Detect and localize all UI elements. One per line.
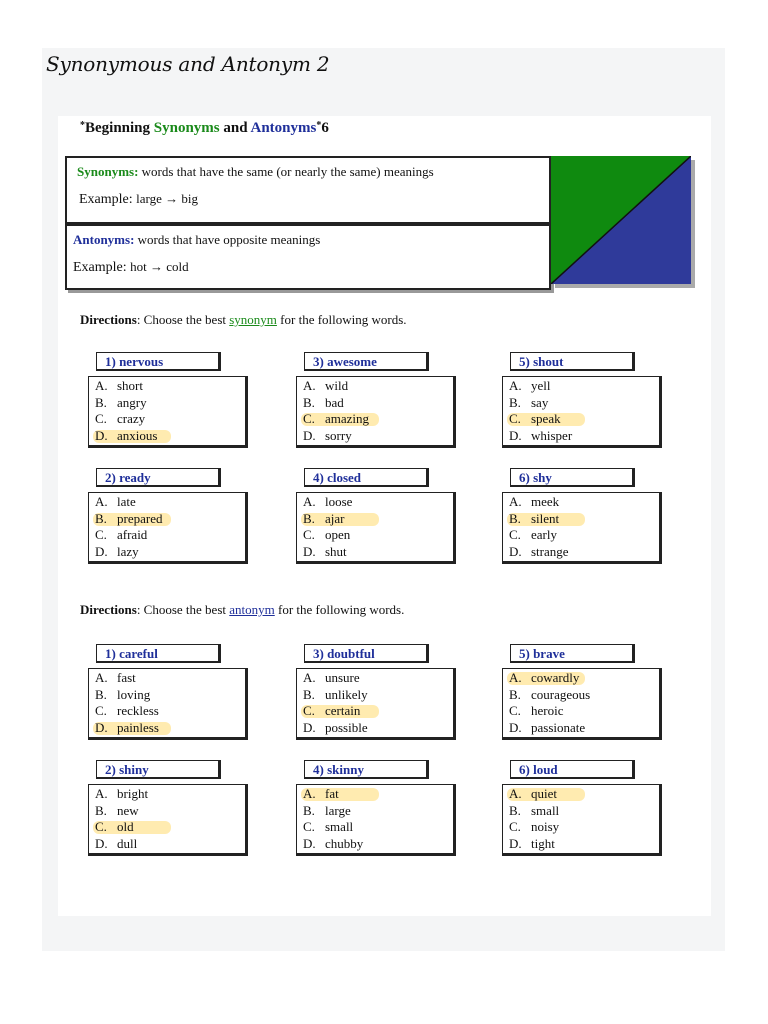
option-letter: D. xyxy=(303,835,316,851)
question-label: 3) awesome xyxy=(304,352,429,371)
answer-option[interactable] xyxy=(95,527,245,544)
answer-option[interactable] xyxy=(303,819,453,836)
synonym-example: large → big xyxy=(136,191,199,206)
option-letter: D. xyxy=(509,427,522,443)
heading-antonyms: Antonyms xyxy=(250,120,317,136)
answer-option[interactable] xyxy=(303,687,453,704)
answer-options xyxy=(88,784,248,856)
answer-option[interactable] xyxy=(303,411,453,428)
answer-option[interactable] xyxy=(95,494,245,511)
option-text: quiet xyxy=(531,786,557,801)
question-label: 5) shout xyxy=(510,352,635,371)
answer-option[interactable] xyxy=(509,411,659,428)
question-label: 3) doubtful xyxy=(304,644,429,663)
option-text: say xyxy=(531,394,549,410)
answer-option[interactable] xyxy=(95,687,245,704)
option-letter: B. xyxy=(509,802,521,818)
synonym-term: Synonyms: xyxy=(77,164,139,179)
option-text: meek xyxy=(531,494,560,509)
option-text: possible xyxy=(325,719,368,735)
answer-option[interactable] xyxy=(509,494,659,511)
option-letter: A. xyxy=(509,786,522,801)
option-letter: C. xyxy=(509,819,521,834)
heading-prefix: Beginning xyxy=(85,120,154,136)
answer-option[interactable] xyxy=(303,428,453,445)
option-letter: B. xyxy=(303,686,315,702)
option-letter: B. xyxy=(95,802,107,818)
answer-options xyxy=(502,492,662,564)
option-text: passionate xyxy=(531,719,586,735)
green-blue-triangle-graphic xyxy=(551,156,691,284)
option-letter: D. xyxy=(95,427,108,443)
option-letter: A. xyxy=(95,786,108,801)
question-label: 6) shy xyxy=(510,468,635,487)
option-text: chubby xyxy=(325,835,364,851)
option-text: cowardly xyxy=(531,670,580,685)
option-letter: B. xyxy=(303,510,315,526)
option-letter: D. xyxy=(303,427,316,443)
heading-star: * xyxy=(80,120,85,131)
option-text: certain xyxy=(325,703,361,718)
answer-option[interactable] xyxy=(303,395,453,412)
option-text: yell xyxy=(531,378,551,393)
antonym-directions: Directions: Choose the best antonym for the following words. xyxy=(80,602,405,617)
option-text: speak xyxy=(531,411,561,426)
option-letter: D. xyxy=(95,543,108,559)
answer-option[interactable] xyxy=(95,803,245,820)
answer-options xyxy=(296,376,456,448)
option-text: open xyxy=(325,527,351,542)
answer-option[interactable] xyxy=(509,803,659,820)
answer-option[interactable] xyxy=(303,786,453,803)
option-text: small xyxy=(531,802,560,818)
option-letter: D. xyxy=(95,835,108,851)
answer-option[interactable] xyxy=(509,703,659,720)
option-text: dull xyxy=(117,835,138,851)
antonym-word: antonym xyxy=(229,602,275,617)
answer-option[interactable] xyxy=(95,378,245,395)
option-text: painless xyxy=(117,719,159,735)
answer-option[interactable] xyxy=(509,395,659,412)
answer-option[interactable] xyxy=(303,494,453,511)
answer-options xyxy=(502,376,662,448)
answer-option[interactable] xyxy=(95,670,245,687)
option-text: strange xyxy=(531,543,569,559)
antonym-example-label: Example: xyxy=(73,260,127,275)
answer-option[interactable] xyxy=(303,803,453,820)
question-label: 4) closed xyxy=(304,468,429,487)
option-text: old xyxy=(117,819,134,834)
option-letter: B. xyxy=(303,802,315,818)
option-letter: A. xyxy=(303,494,316,509)
answer-options xyxy=(296,492,456,564)
answer-option[interactable] xyxy=(95,511,245,528)
synonym-word: synonym xyxy=(229,312,277,327)
answer-options xyxy=(502,668,662,740)
answer-option[interactable] xyxy=(509,836,659,853)
question-label: 4) skinny xyxy=(304,760,429,779)
option-letter: C. xyxy=(95,819,107,834)
antonym-example: hot → cold xyxy=(130,259,189,274)
option-text: unsure xyxy=(325,670,360,685)
answer-option[interactable] xyxy=(509,544,659,561)
question-label: 1) nervous xyxy=(96,352,221,371)
answer-option[interactable] xyxy=(95,428,245,445)
antonym-definition: words that have opposite meanings xyxy=(137,232,321,247)
option-letter: C. xyxy=(303,703,315,718)
option-text: loving xyxy=(117,686,151,702)
answer-options xyxy=(296,784,456,856)
answer-options xyxy=(88,492,248,564)
option-text: sorry xyxy=(325,427,352,443)
heading-and: and xyxy=(219,120,251,136)
question-label: 2) ready xyxy=(96,468,221,487)
option-letter: B. xyxy=(509,686,521,702)
answer-option[interactable] xyxy=(303,511,453,528)
question-label: 5) brave xyxy=(510,644,635,663)
answer-options xyxy=(88,376,248,448)
answer-option[interactable] xyxy=(95,720,245,737)
option-letter: A. xyxy=(303,786,316,801)
heading-number: 6 xyxy=(321,120,329,136)
option-text: crazy xyxy=(117,411,146,426)
option-text: early xyxy=(531,527,557,542)
option-letter: C. xyxy=(509,703,521,718)
option-letter: B. xyxy=(509,510,521,526)
answer-options xyxy=(502,784,662,856)
option-letter: B. xyxy=(95,510,107,526)
answer-option[interactable] xyxy=(95,544,245,561)
answer-option[interactable] xyxy=(95,819,245,836)
option-letter: D. xyxy=(95,719,108,735)
answer-option[interactable] xyxy=(509,527,659,544)
answer-options xyxy=(88,668,248,740)
question-label: 1) careful xyxy=(96,644,221,663)
heading-synonyms: Synonyms xyxy=(153,120,220,136)
option-letter: D. xyxy=(303,543,316,559)
answer-option[interactable] xyxy=(303,544,453,561)
option-text: tight xyxy=(531,835,555,851)
option-text: bright xyxy=(117,786,149,801)
answer-option[interactable] xyxy=(95,703,245,720)
answer-options xyxy=(296,668,456,740)
option-text: loose xyxy=(325,494,353,509)
option-text: courageous xyxy=(531,686,591,702)
answer-option[interactable] xyxy=(303,378,453,395)
worksheet-heading xyxy=(80,120,329,137)
option-text: fat xyxy=(325,786,339,801)
option-text: noisy xyxy=(531,819,560,834)
option-text: wild xyxy=(325,378,349,393)
answer-option[interactable] xyxy=(509,786,659,803)
option-letter: D. xyxy=(509,719,522,735)
antonym-term: Antonyms: xyxy=(73,232,135,247)
option-letter: A. xyxy=(303,670,316,685)
option-letter: A. xyxy=(95,670,108,685)
option-text: prepared xyxy=(117,510,163,526)
option-letter: C. xyxy=(509,527,521,542)
option-letter: B. xyxy=(95,394,107,410)
answer-option[interactable] xyxy=(509,670,659,687)
option-letter: C. xyxy=(95,527,107,542)
option-text: late xyxy=(117,494,136,509)
answer-option[interactable] xyxy=(509,511,659,528)
option-text: fast xyxy=(117,670,136,685)
option-text: amazing xyxy=(325,411,370,426)
synonym-definition: words that have the same (or nearly the same) meanings xyxy=(141,164,434,179)
option-text: angry xyxy=(117,394,147,410)
option-text: large xyxy=(325,802,351,818)
option-letter: D. xyxy=(509,543,522,559)
answer-option[interactable] xyxy=(95,836,245,853)
answer-option[interactable] xyxy=(303,836,453,853)
answer-option[interactable] xyxy=(303,527,453,544)
option-letter: D. xyxy=(303,719,316,735)
option-text: heroic xyxy=(531,703,564,718)
option-text: afraid xyxy=(117,527,148,542)
option-text: short xyxy=(117,378,143,393)
option-text: reckless xyxy=(117,703,159,718)
option-text: anxious xyxy=(117,427,158,443)
option-text: new xyxy=(117,802,139,818)
option-letter: C. xyxy=(303,527,315,542)
synonym-directions: Directions: Choose the best synonym for the following words. xyxy=(80,312,407,327)
option-text: whisper xyxy=(531,427,573,443)
heading-star-2: * xyxy=(316,120,322,131)
option-text: shut xyxy=(325,543,347,559)
option-letter: A. xyxy=(95,378,108,393)
option-letter: C. xyxy=(95,411,107,426)
option-text: bad xyxy=(325,394,344,410)
answer-option[interactable] xyxy=(303,720,453,737)
option-text: ajar xyxy=(325,510,345,526)
option-text: silent xyxy=(531,510,560,526)
option-letter: A. xyxy=(95,494,108,509)
synonym-definition-box xyxy=(65,156,551,224)
option-letter: C. xyxy=(303,411,315,426)
antonym-definition-box xyxy=(65,224,551,290)
option-letter: A. xyxy=(303,378,316,393)
option-letter: C. xyxy=(509,411,521,426)
option-letter: A. xyxy=(509,494,522,509)
answer-option[interactable] xyxy=(95,786,245,803)
option-letter: B. xyxy=(509,394,521,410)
answer-option[interactable] xyxy=(303,670,453,687)
option-text: unlikely xyxy=(325,686,368,702)
question-label: 2) shiny xyxy=(96,760,221,779)
option-letter: B. xyxy=(95,686,107,702)
option-letter: A. xyxy=(509,670,522,685)
answer-option[interactable] xyxy=(509,819,659,836)
answer-option[interactable] xyxy=(509,428,659,445)
answer-option[interactable] xyxy=(303,703,453,720)
option-letter: A. xyxy=(509,378,522,393)
answer-option[interactable] xyxy=(509,687,659,704)
answer-option[interactable] xyxy=(509,720,659,737)
option-text: small xyxy=(325,819,354,834)
answer-option[interactable] xyxy=(95,411,245,428)
answer-option[interactable] xyxy=(95,395,245,412)
question-label: 6) loud xyxy=(510,760,635,779)
option-letter: B. xyxy=(303,394,315,410)
option-letter: C. xyxy=(95,703,107,718)
page-title: Synonymous and Antonym 2 xyxy=(46,52,330,76)
option-letter: C. xyxy=(303,819,315,834)
option-text: lazy xyxy=(117,543,139,559)
option-letter: D. xyxy=(509,835,522,851)
answer-option[interactable] xyxy=(509,378,659,395)
synonym-example-label: Example: xyxy=(79,192,133,207)
